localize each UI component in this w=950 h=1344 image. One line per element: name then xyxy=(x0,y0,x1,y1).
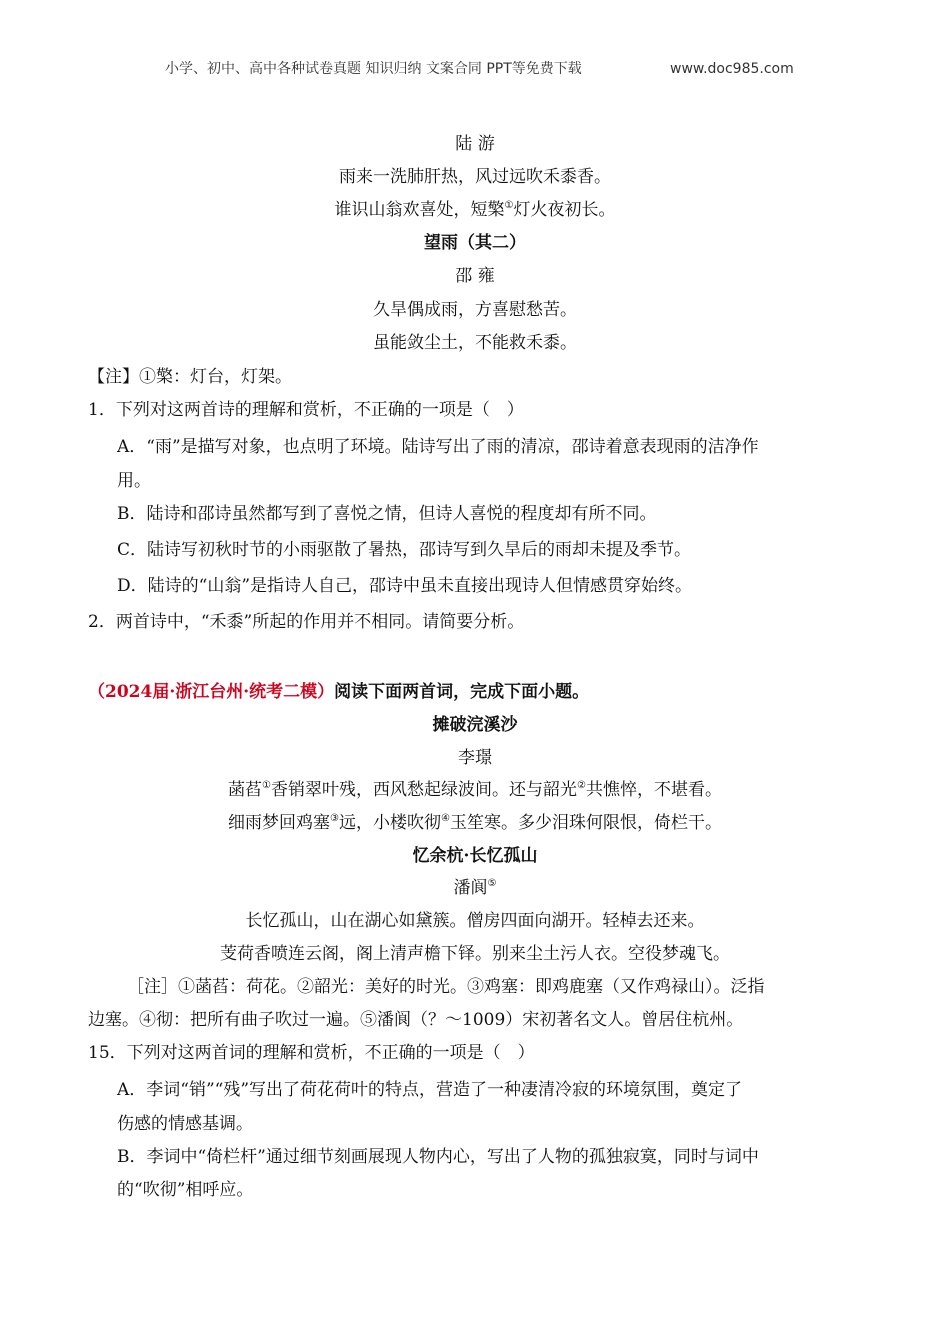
poem2-author: 邵 雍 xyxy=(455,266,495,286)
text: 谁识山翁欢喜处，短檠 xyxy=(334,200,505,220)
text: 远，小楼吹彻 xyxy=(339,813,441,833)
text: 潘阆 xyxy=(453,878,488,898)
option-a-cont: 伤感的情感基调。 xyxy=(117,1114,253,1134)
poem2-line: 虽能敛尘土，不能救禾黍。 xyxy=(373,333,577,353)
option-a: A．“雨”是描写对象，也点明了环境。陆诗写出了雨的清凉，邵诗着意表现雨的洁净作 xyxy=(117,437,759,457)
option-a-cont: 用。 xyxy=(117,471,151,491)
section-heading xyxy=(88,681,589,703)
footnote-mark: ① xyxy=(504,200,514,211)
ci2-line: 芰荷香喷连云阁，阁上清声檐下铎。别来尘土污人衣。空役梦魂飞。 xyxy=(220,944,730,964)
poem2-line: 久旱偶成雨，方喜慰愁苦。 xyxy=(373,300,577,320)
ci1-author: 李璟 xyxy=(458,748,492,768)
option-b: B．陆诗和邵诗虽然都写到了喜悦之情，但诗人喜悦的程度却有所不同。 xyxy=(117,504,657,524)
ci1-title: 摊破浣溪沙 xyxy=(432,715,518,735)
footnote-mark: ③ xyxy=(330,813,339,824)
option-d: D．陆诗的“山翁”是指诗人自己，邵诗中虽未直接出现诗人但情感贯穿始终。 xyxy=(117,576,693,596)
text: 香销翠叶残，西风愁起绿波间。还与韶光 xyxy=(271,780,577,800)
text: 灯火夜初长。 xyxy=(513,200,616,220)
question-2: 2．两首诗中，“禾黍”所起的作用并不相同。请简要分析。 xyxy=(88,612,525,632)
question-1-stem: 1．下列对这两首诗的理解和赏析，不正确的一项是（ ） xyxy=(88,400,524,420)
ci2-line: 长忆孤山，山在湖心如黛簇。僧房四面向湖开。轻棹去还来。 xyxy=(245,911,705,931)
option-b-cont: 的“吹彻”相呼应。 xyxy=(117,1180,254,1200)
header-text: 小学、初中、高中各种试卷真题 知识归纳 文案合同 PPT等免费下载 xyxy=(165,61,582,77)
note-cont: 边塞。④彻：把所有曲子吹过一遍。⑤潘阆（？～1009）宋初著名文人。曾居住杭州。 xyxy=(88,1010,744,1030)
text: 细雨梦回鸡塞 xyxy=(228,813,331,833)
header-url[interactable]: www.doc985.com xyxy=(670,61,794,77)
text: 玉笙寒。多少泪珠何限恨，倚栏干。 xyxy=(449,813,722,833)
poem1-line xyxy=(0,199,950,221)
option-b: B．李词中“倚栏杆”通过细节刻画展现人物内心，写出了人物的孤独寂寞，同时与词中 xyxy=(117,1147,759,1167)
source: （2024届·浙江台州·统考二模） xyxy=(88,682,335,702)
note: ［注］①菡萏：荷花。②韶光：美好的时光。③鸡塞：即鸡鹿塞（又作鸡禄山）。泛指 xyxy=(127,977,765,997)
intro: 阅读下面两首词，完成下面小题。 xyxy=(334,682,590,702)
ci1-line xyxy=(0,779,950,801)
poem1-line: 雨来一洗肺肝热，风过远吹禾黍香。 xyxy=(339,167,611,187)
footnote-mark: ⑤ xyxy=(487,878,497,889)
ci1-line xyxy=(0,812,950,834)
option-c: C．陆诗写初秋时节的小雨驱散了暑热，邵诗写到久旱后的雨却未提及季节。 xyxy=(117,540,692,560)
footnote-mark: ② xyxy=(577,780,586,791)
text: 菡萏 xyxy=(228,780,263,800)
option-a: A．李词“销”“残”写出了荷花荷叶的特点，营造了一种凄清冷寂的环境氛围，奠定了 xyxy=(117,1080,743,1100)
ci2-author xyxy=(0,877,950,899)
text: 共憔悴，不堪看。 xyxy=(585,780,722,800)
poem2-title: 望雨（其二） xyxy=(424,233,526,253)
poem1-author: 陆 游 xyxy=(455,134,495,154)
footnote-mark: ④ xyxy=(441,813,450,824)
footnote-mark: ① xyxy=(262,780,271,791)
note: 【注】①檠：灯台，灯架。 xyxy=(88,367,292,387)
ci2-title: 忆余杭·长忆孤山 xyxy=(412,846,538,866)
question-15-stem: 15．下列对这两首词的理解和赏析，不正确的一项是（ ） xyxy=(88,1043,535,1063)
